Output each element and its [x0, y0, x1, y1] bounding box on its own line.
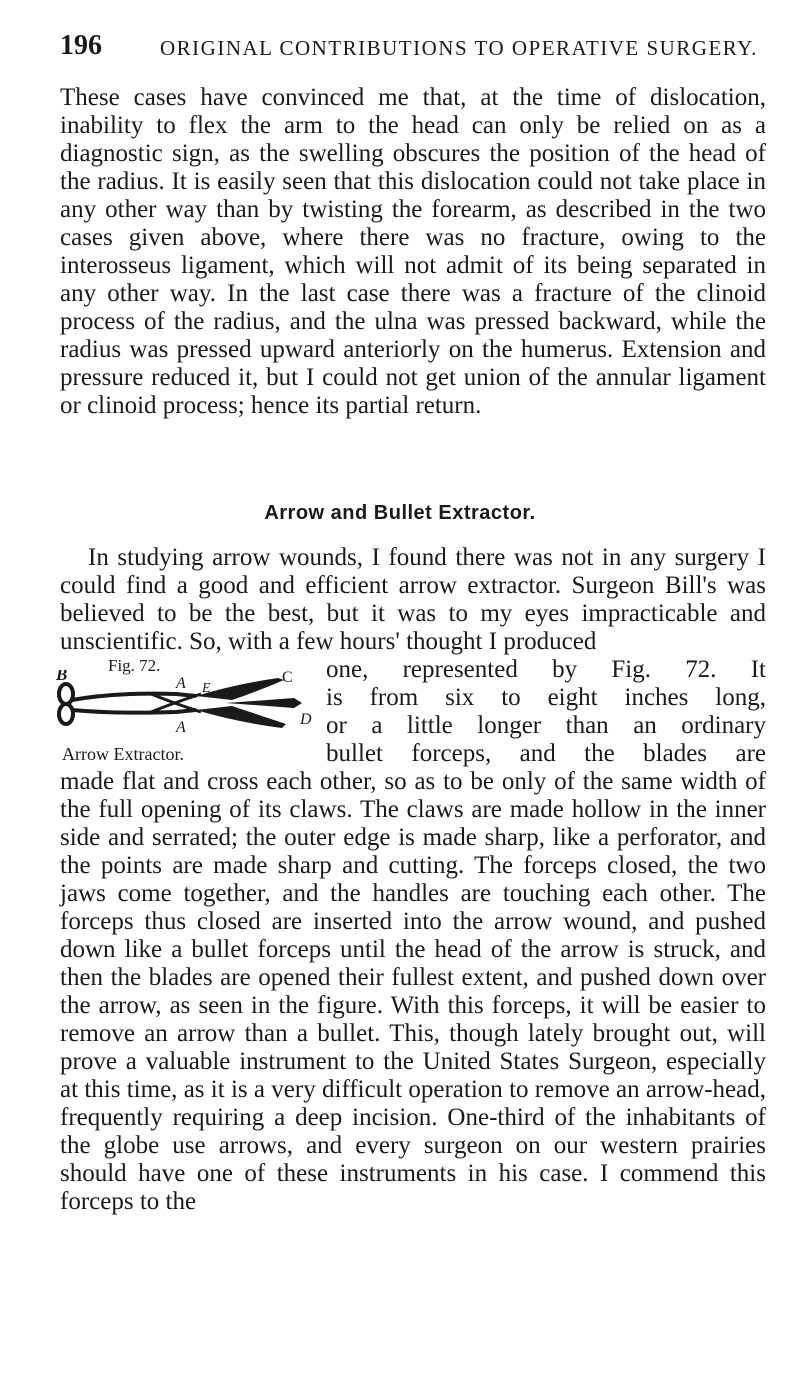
- paragraph-2-end-text: made flat and cross each other, so as to be only of the same width of the full opening of its claws. The claws are made hollow in the inner side and serrated; the outer edge is made sharp, like a perforator, and the points are made sharp and cutting. The forceps closed, the two jaws come together, and the handles are touching each other. The forceps thus closed are inserted into the arrow wound, and pushed down like a bullet forceps until the head of the arrow is struck, and then the blades are opened their fullest extent, and pushed down over the arrow, as seen in the figure. With this forceps, it will be easier to remove an arrow than a bullet. This, though lately brought out, will prove a valuable instrument to the United States Surgeon, especially at this time, as it is a very difficult operation to remove an arrow-head, frequently requiring a deep incision. One-third of the inhabitants of the globe use arrows, and every surgeon on our western prairies should have one of these instruments in his case. I commend this forceps to the: [60, 768, 766, 1215]
- wrap-line: is from six to eight inches long,: [326, 684, 766, 711]
- handle-ring-lower: [59, 704, 73, 724]
- figure-label: Fig. 72.: [108, 656, 161, 675]
- upper-shank: [72, 694, 196, 700]
- letter-e: E: [202, 681, 211, 696]
- crossing-blades: [151, 694, 201, 712]
- letter-d: D: [300, 711, 312, 728]
- arrow-head: [226, 698, 302, 708]
- letter-b: B: [56, 670, 68, 684]
- lower-jaw: [196, 706, 286, 728]
- paragraph-arrow-continued: [60, 768, 766, 1216]
- letter-a-top: A: [176, 675, 186, 692]
- arrow-extractor-illustration: [56, 670, 316, 746]
- figure-72: [56, 656, 316, 768]
- paragraph-arrow-intro: [60, 544, 766, 656]
- letter-c: C: [282, 670, 293, 686]
- wrap-line: one, represented by Fig. 72. It: [326, 656, 766, 683]
- wrap-line: or a little longer than an ordinary: [326, 712, 766, 739]
- figure-wrap-text: [326, 656, 766, 768]
- running-head: ORIGINAL CONTRIBUTIONS TO OPERATIVE SURGERY.: [160, 36, 758, 60]
- section-heading: Arrow and Bullet Extractor.: [264, 502, 536, 524]
- page-number: 196: [60, 30, 102, 61]
- page-header: [60, 30, 760, 62]
- lower-shank: [72, 710, 196, 713]
- wrap-line: bullet forceps, and the blades are: [326, 740, 766, 767]
- paragraph-dislocation: [60, 84, 766, 420]
- letter-a-bottom: A: [176, 719, 186, 736]
- figure-caption: Arrow Extractor.: [62, 744, 184, 764]
- paragraph-1-text: These cases have convinced me that, at the time of dislocation, inability to flex the arm to the head can only be relied on as a diagnostic sign, as the swelling obscures the position of the head of the radius. It is easily seen that this dislocation could not take place in any other way than by twisting the forearm, as described in the two cases given above, where there was no fracture, owing to the interosseus ligament, which will not admit of its being separated in any other way. In the last case there was a fracture of the clinoid process of the radius, and the ulna was pressed backward, while the radius was pressed upward anteriorly on the humerus. Extension and pressure reduced it, but I could not get union of the annular ligament or clinoid process; hence its partial return.: [60, 84, 766, 419]
- paragraph-2-start-text: In studying arrow wounds, I found there was not in any surgery I could find a good and efficient arrow extractor. Surgeon Bill's was believed to be the best, but it was to my eyes impracticable and unscientific. So, with a few hours' thought I produced: [60, 544, 766, 655]
- handle-ring-upper: [59, 684, 73, 704]
